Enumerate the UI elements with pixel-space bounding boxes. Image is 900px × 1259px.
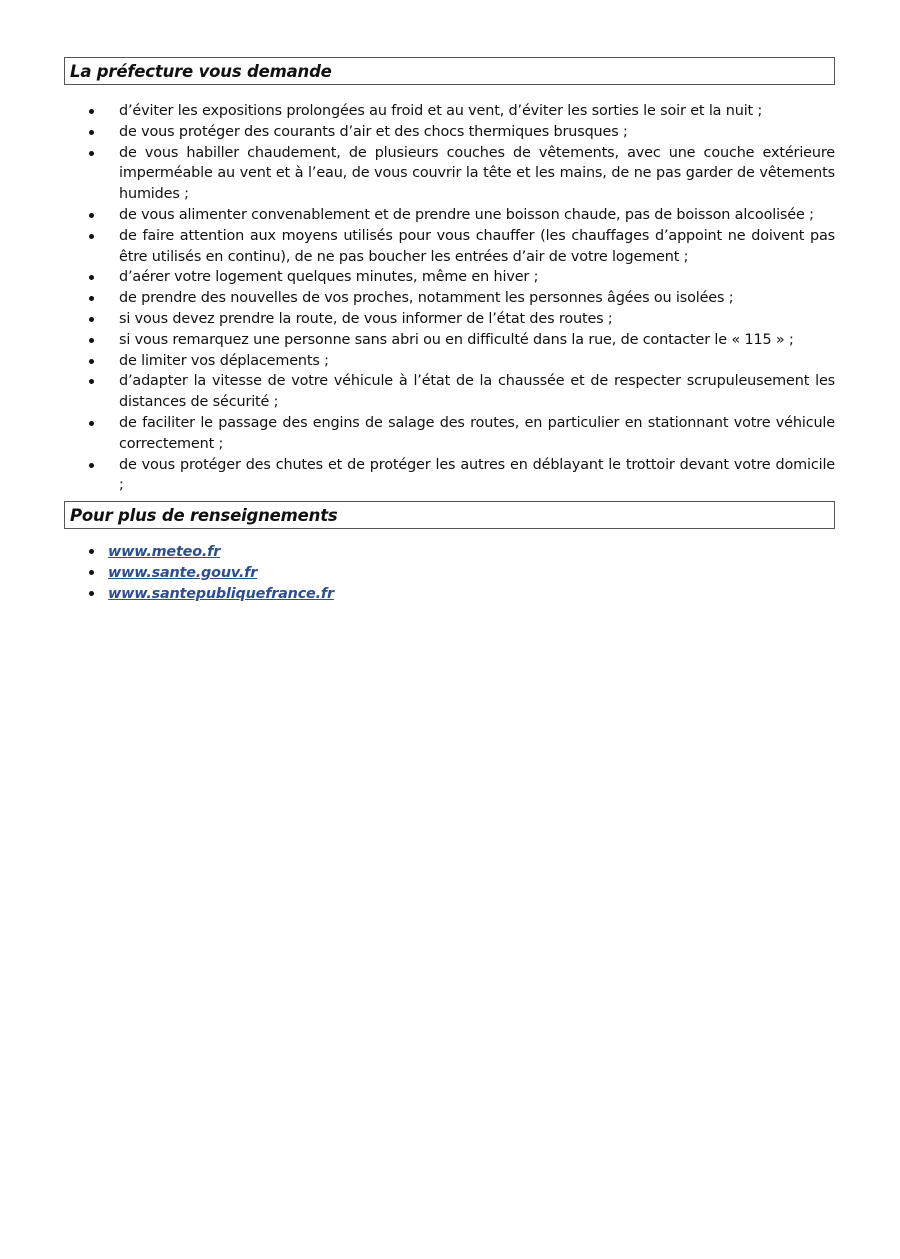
advice-item: de vous habiller chaudement, de plusieurs couches de vêtements, avec une couche extérieure imperméable au vent et à l’eau, de vous couvrir la tête et les mains, de ne pas garder de vêtements humides ; xyxy=(0,143,835,205)
advice-item: de faire attention aux moyens utilisés pour vous chauffer (les chauffages d’appoint ne doivent pas être utilisés en continu), de ne pas boucher les entrées d’air de votre logement ; xyxy=(0,226,835,268)
advice-item: de vous protéger des courants d’air et des chocs thermiques brusques ; xyxy=(0,122,835,143)
section-header-info xyxy=(64,501,835,529)
link-item xyxy=(0,542,334,563)
advice-item: d’adapter la vitesse de votre véhicule à l’état de la chaussée et de respecter scrupuleusement les distances de sécurité ; xyxy=(0,371,835,413)
link-sante-gouv[interactable]: www.sante.gouv.fr xyxy=(108,565,258,581)
link-item xyxy=(0,563,334,584)
section-title-info: Pour plus de renseignements xyxy=(70,505,338,525)
advice-list xyxy=(0,101,835,496)
advice-item: de vous alimenter convenablement et de prendre une boisson chaude, pas de boisson alcoolisée ; xyxy=(0,205,835,226)
info-links-list xyxy=(0,542,334,605)
advice-item: d’éviter les expositions prolongées au froid et au vent, d’éviter les sorties le soir et la nuit ; xyxy=(0,101,835,122)
link-meteo[interactable]: www.meteo.fr xyxy=(108,544,221,560)
advice-item: de vous protéger des chutes et de protéger les autres en déblayant le trottoir devant votre domicile ; xyxy=(0,455,835,497)
link-sante-publique-france[interactable]: www.santepubliquefrance.fr xyxy=(108,586,334,602)
advice-item: de limiter vos déplacements ; xyxy=(0,351,835,372)
advice-item: de prendre des nouvelles de vos proches, notamment les personnes âgées ou isolées ; xyxy=(0,288,835,309)
advice-item: si vous remarquez une personne sans abri ou en difficulté dans la rue, de contacter le « 115 » ; xyxy=(0,330,835,351)
link-item xyxy=(0,584,334,605)
section-header-advice xyxy=(64,57,835,85)
advice-item: d’aérer votre logement quelques minutes, même en hiver ; xyxy=(0,267,835,288)
section-title-advice: La préfecture vous demande xyxy=(70,61,332,81)
advice-item: de faciliter le passage des engins de salage des routes, en particulier en stationnant votre véhicule correctement ; xyxy=(0,413,835,455)
advice-item: si vous devez prendre la route, de vous informer de l’état des routes ; xyxy=(0,309,835,330)
